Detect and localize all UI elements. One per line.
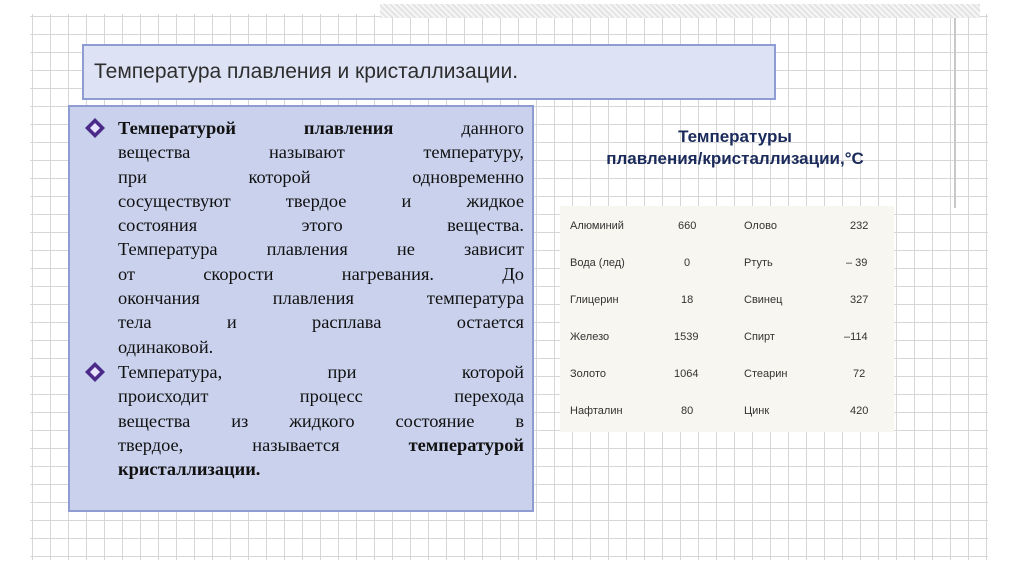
table-cell: Олово — [744, 220, 777, 232]
bullet-line: одинаковой. — [118, 336, 214, 357]
table-row — [560, 294, 894, 331]
bullet-crystallization — [84, 360, 524, 481]
table-cell: 1064 — [674, 368, 699, 380]
table-cell: 327 — [850, 294, 869, 306]
table-cell: 18 — [681, 294, 694, 306]
title-box — [82, 44, 776, 100]
bullet-line: сосуществуют твердое и жидкое — [118, 190, 524, 211]
bullet-melting — [84, 116, 524, 359]
bullet-line: от скорости нагревания. До — [118, 263, 524, 284]
bullet-line: Температурой плавления данного — [118, 118, 524, 138]
top-decorative-bar — [380, 4, 980, 18]
table-cell: Железо — [570, 331, 610, 343]
table-cell: Золото — [570, 368, 606, 380]
bullet-line: состояния этого вещества. — [118, 215, 524, 236]
table-cell: – 39 — [846, 257, 868, 269]
table-cell: 0 — [684, 257, 691, 269]
table-cell: Нафталин — [570, 405, 623, 417]
table-cell: 232 — [850, 220, 869, 232]
table-title: Температуры плавления/кристаллизации,°С — [606, 127, 864, 168]
table-row — [560, 220, 894, 257]
table-row — [560, 331, 894, 368]
bullet-line: окончания плавления температура — [118, 288, 524, 309]
table-cell: Стеарин — [744, 368, 788, 380]
table-row — [560, 368, 894, 405]
bullet-line: происходит процесс перехода — [118, 386, 524, 407]
right-divider-line — [954, 18, 956, 208]
table-cell: Ртуть — [744, 257, 773, 269]
text-box — [68, 105, 534, 512]
bullet-line: кристаллизации. — [118, 459, 261, 480]
bullet-line: Температура, при которой — [118, 362, 524, 382]
table-row — [560, 405, 894, 442]
table-cell: Цинк — [744, 405, 770, 417]
melting-point-table — [560, 206, 894, 432]
table-cell: 420 — [850, 405, 869, 417]
bullet-line: твердое, называется температурой — [118, 434, 524, 455]
table-cell: 80 — [681, 405, 694, 417]
table-cell: Спирт — [744, 331, 775, 343]
table-cell: 72 — [853, 368, 866, 380]
bullet-line: при которой одновременно — [118, 166, 524, 187]
table-cell: Свинец — [744, 294, 783, 306]
bullet-line: тела и расплава остается — [118, 312, 524, 333]
table-cell: Алюминий — [570, 220, 624, 232]
table-cell: –114 — [844, 331, 868, 343]
slide-title: Температура плавления и кристаллизации. — [94, 60, 519, 83]
table-row — [560, 257, 894, 294]
table-cell: Глицерин — [570, 294, 619, 306]
table-cell: 1539 — [674, 331, 699, 343]
table-cell: 660 — [678, 220, 697, 232]
bullet-line: Температура плавления не зависит — [118, 239, 524, 260]
bullet-line: вещества из жидкого состояние в — [118, 410, 524, 431]
table-cell: Вода (лед) — [570, 257, 625, 269]
bullet-line: вещества называют температуру, — [118, 142, 524, 163]
